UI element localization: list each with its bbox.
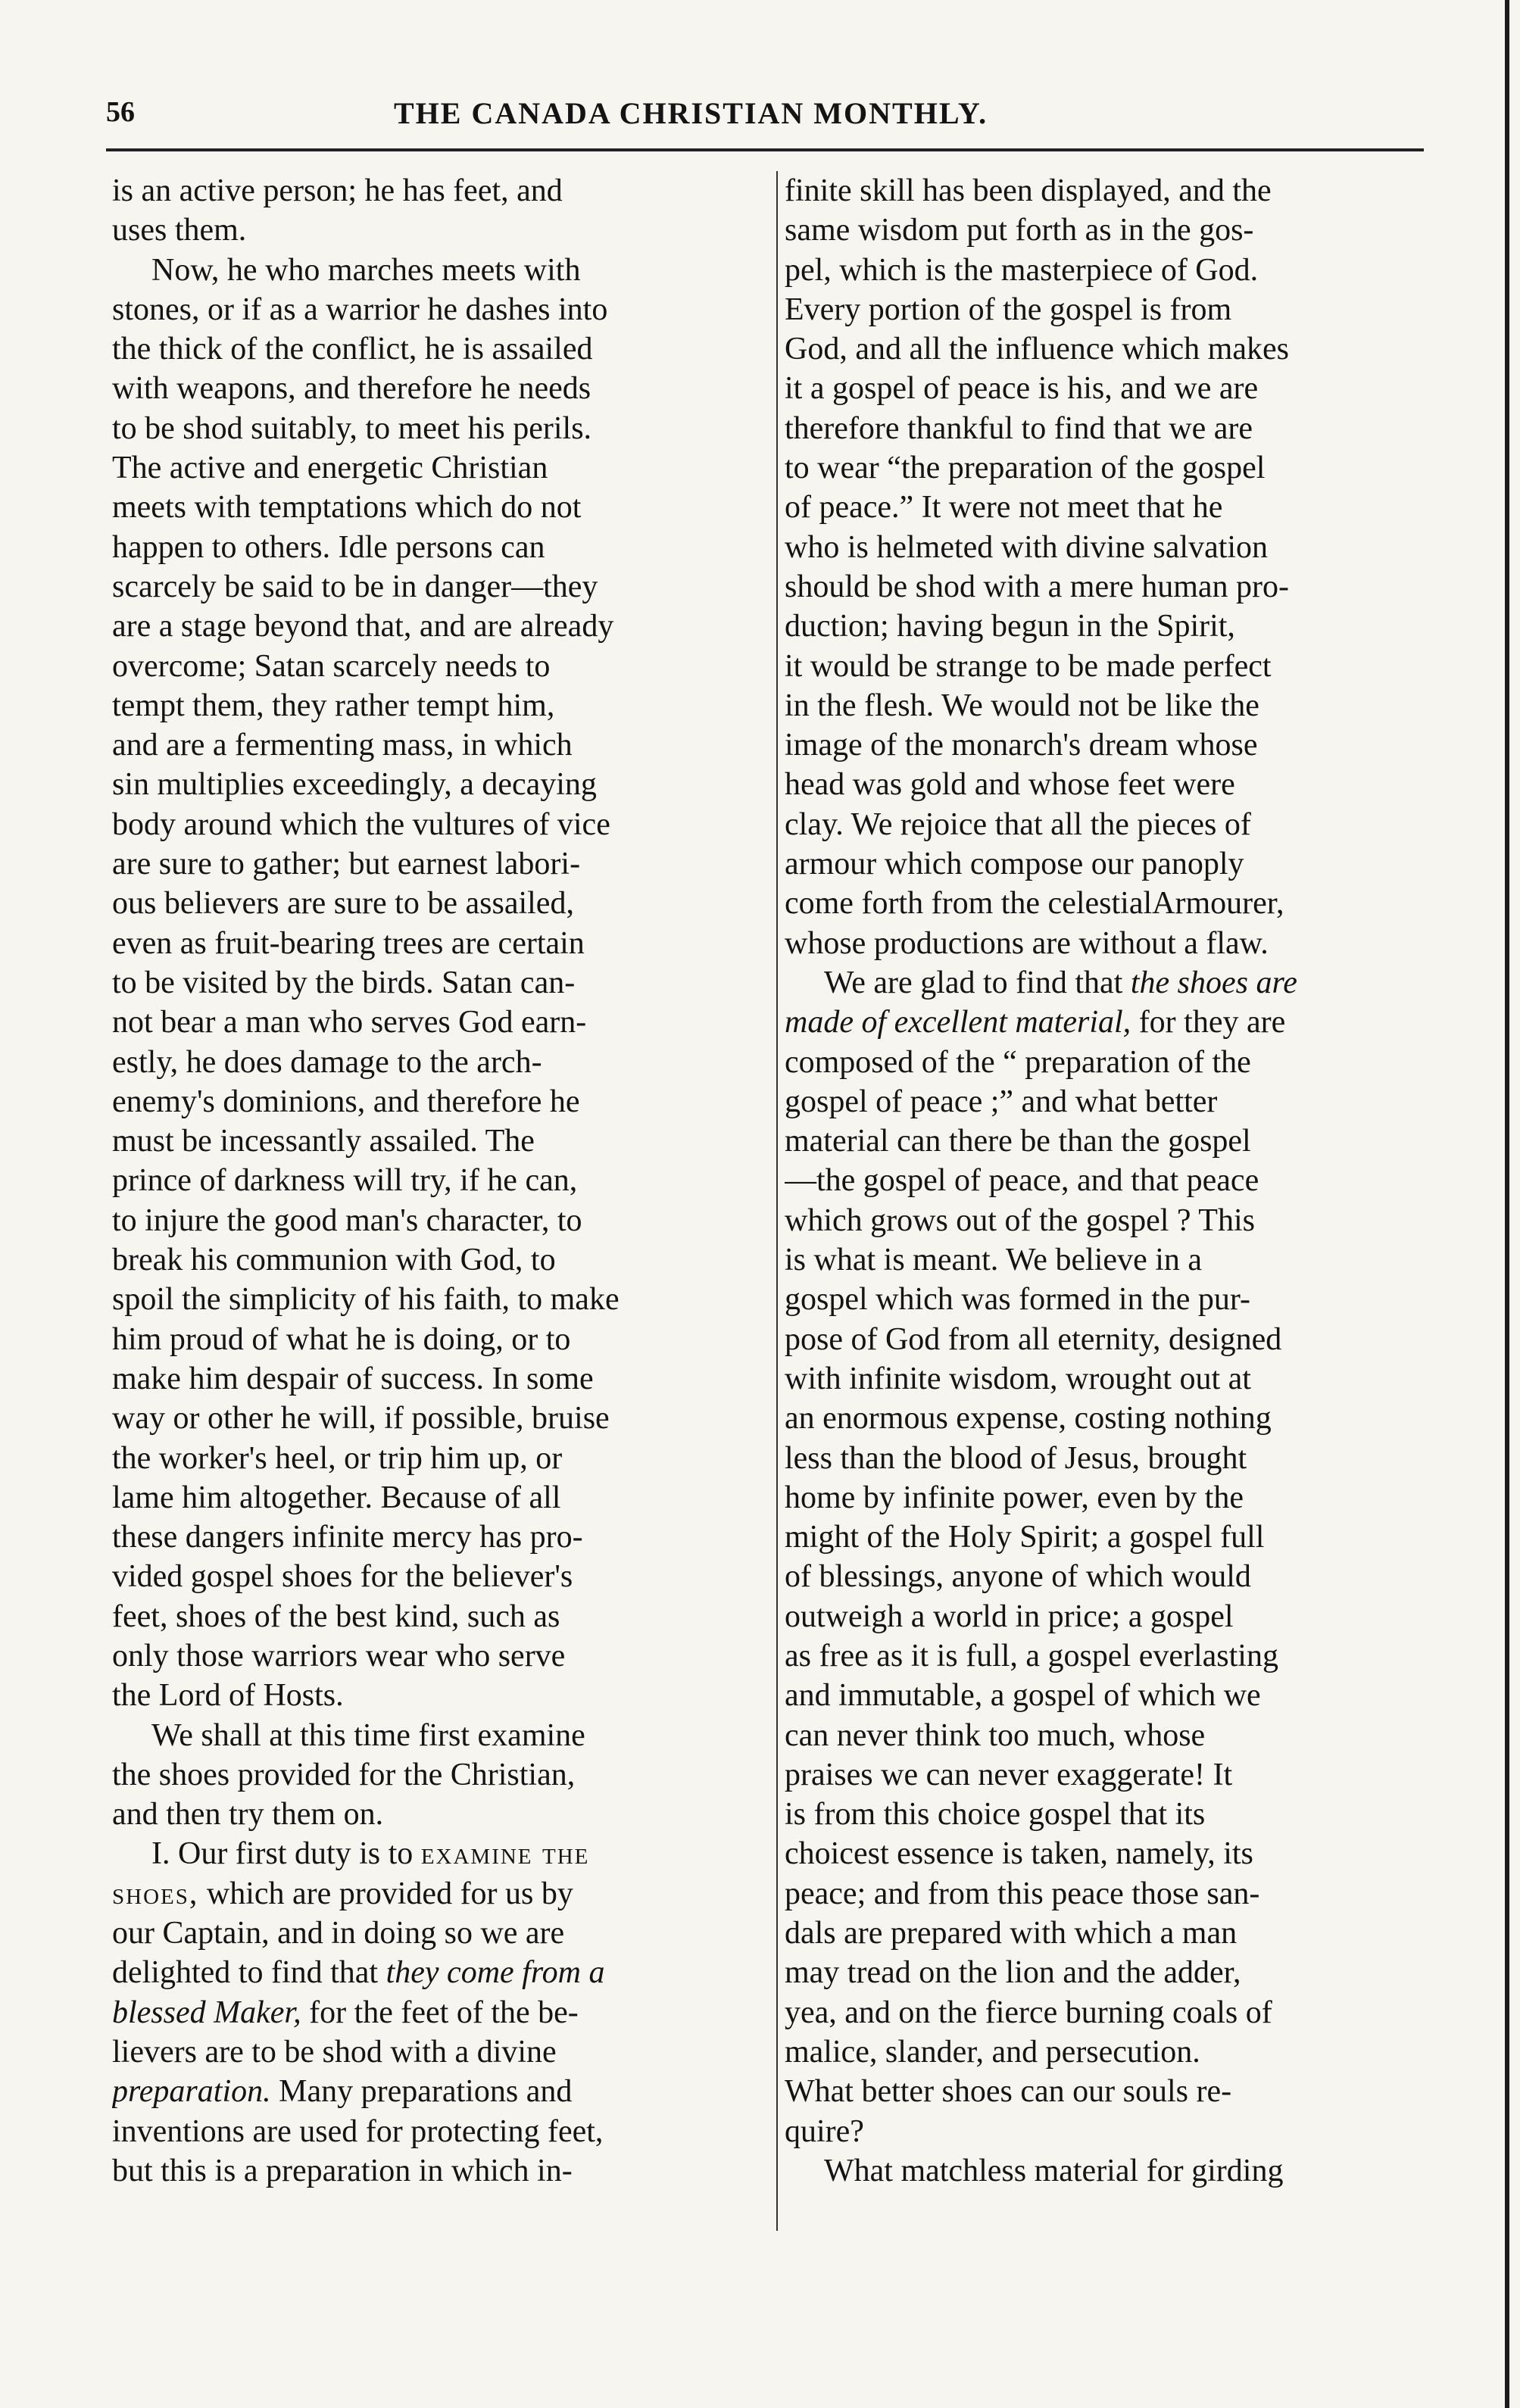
text-line: therefore thankful to find that we are <box>785 410 1253 446</box>
text-line: scarcely be said to be in danger—they <box>112 569 598 604</box>
text-line: the Lord of Hosts. <box>112 1678 344 1714</box>
text-line: not bear a man who serves God earn- <box>112 1005 587 1040</box>
text-line: to be shod suitably, to meet his perils. <box>112 410 592 446</box>
text-fragment: which are provided for us by <box>206 1876 573 1911</box>
text-line: to injure the good man's character, to <box>112 1202 582 1238</box>
text-line: spoil the simplicity of his faith, to make <box>112 1282 620 1318</box>
text-line <box>112 2072 771 2111</box>
text-line: meets with temptations which do not <box>112 490 582 526</box>
text-line <box>112 1874 771 1914</box>
text-line: The active and energetic Christian <box>112 451 548 486</box>
text-line: make him despair of success. In some <box>112 1361 594 1396</box>
right-column <box>785 171 1444 2191</box>
text-line: but this is a preparation in which in- <box>112 2153 573 2188</box>
text-line: feet, shoes of the best kind, such as <box>112 1599 560 1634</box>
text-fragment: delighted to find that <box>112 1955 379 1991</box>
paragraph-start <box>785 963 1444 1003</box>
text-line: choicest essence is taken, namely, its <box>785 1836 1253 1872</box>
text-line: the worker's heel, or trip him up, or <box>112 1440 563 1476</box>
text-line: What better shoes can our souls re- <box>785 2074 1232 2110</box>
text-line: —the gospel of peace, and that peace <box>785 1163 1259 1199</box>
text-line: body around which the vultures of vice <box>112 806 610 842</box>
text-line: and then try them on. <box>112 1797 384 1833</box>
paragraph-start: What matchless material for girding <box>824 2153 1284 2188</box>
text-line: outweigh a world in price; a gospel <box>785 1599 1234 1634</box>
page-header <box>106 95 1424 141</box>
text-line: dals are prepared with which a man <box>785 1916 1238 1951</box>
text-line: an enormous expense, costing nothing <box>785 1401 1272 1436</box>
text-line: Every portion of the gospel is from <box>785 292 1232 327</box>
text-line: inventions are used for protecting feet, <box>112 2113 604 2149</box>
section-heading: examine the <box>420 1836 590 1872</box>
text-line: with weapons, and therefore he needs <box>112 371 591 407</box>
text-line: praises we can never exaggerate! It <box>785 1757 1233 1792</box>
section-heading-cont: shoes, <box>112 1876 199 1911</box>
text-line: to be visited by the birds. Satan can- <box>112 965 576 1000</box>
text-line: God, and all the influence which makes <box>785 332 1289 367</box>
text-line: of blessings, anyone of which would <box>785 1559 1251 1595</box>
text-line: can never think too much, whose <box>785 1717 1206 1753</box>
italic-phrase: preparation. <box>112 2074 271 2110</box>
text-line: pel, which is the masterpiece of God. <box>785 252 1259 288</box>
text-fragment: for they are <box>1138 1005 1286 1040</box>
text-line: may tread on the lion and the adder, <box>785 1955 1241 1991</box>
text-line: the thick of the conflict, he is assailed <box>112 332 593 367</box>
text-line: only those warriors wear who serve <box>112 1638 566 1673</box>
text-line: happen to others. Idle persons can <box>112 529 545 565</box>
text-line: head was gold and whose feet were <box>785 767 1235 803</box>
text-line: composed of the “ preparation of the <box>785 1044 1251 1080</box>
text-line: ous believers are sure to be assailed, <box>112 886 574 922</box>
header-rule <box>106 148 1424 151</box>
text-line: malice, slander, and persecution. <box>785 2034 1200 2070</box>
text-line: armour which compose our panoply <box>785 847 1244 882</box>
journal-title: THE CANADA CHRISTIAN MONTHLY. <box>394 96 988 130</box>
text-line: same wisdom put forth as in the gos- <box>785 213 1254 248</box>
text-line: sin multiplies exceedingly, a decaying <box>112 767 597 803</box>
paragraph-start: Now, he who marches meets with <box>151 252 581 288</box>
text-line: it would be strange to be made perfect <box>785 648 1272 684</box>
text-line: duction; having begun in the Spirit, <box>785 609 1235 644</box>
text-line: as free as it is full, a gospel everlasting <box>785 1638 1278 1673</box>
text-line: lame him altogether. Because of all <box>112 1480 561 1515</box>
text-line <box>112 1953 771 1992</box>
text-line: is what is meant. We believe in a <box>785 1243 1203 1278</box>
text-line: and immutable, a gospel of which we <box>785 1678 1261 1714</box>
text-line: are sure to gather; but earnest labori- <box>112 847 581 882</box>
text-line: him proud of what he is doing, or to <box>112 1321 571 1357</box>
text-line: even as fruit-bearing trees are certain <box>112 925 585 961</box>
text-line: gospel of peace ;” and what better <box>785 1084 1218 1119</box>
text-line: the shoes provided for the Christian, <box>112 1757 576 1792</box>
text-line: peace; and from this peace those san- <box>785 1876 1260 1911</box>
text-line: must be incessantly assailed. The <box>112 1124 535 1159</box>
text-line: which grows out of the gospel ? This <box>785 1202 1255 1238</box>
text-line: is from this choice gospel that its <box>785 1797 1206 1833</box>
text-line: break his communion with God, to <box>112 1243 556 1278</box>
page-edge-border <box>1505 0 1509 2408</box>
italic-phrase: they come from a <box>385 1955 605 1991</box>
text-line: our Captain, and in doing so we are <box>112 1916 565 1951</box>
text-line: it a gospel of peace is his, and we are <box>785 371 1259 407</box>
text-line: tempt them, they rather tempt him, <box>112 688 555 723</box>
text-line: quire? <box>785 2113 864 2149</box>
text-line: enemy's dominions, and therefore he <box>112 1084 580 1119</box>
text-line: these dangers infinite mercy has pro- <box>112 1520 583 1555</box>
paragraph-start: We shall at this time first examine <box>151 1717 585 1753</box>
text-line: estly, he does damage to the arch- <box>112 1044 542 1080</box>
text-line: who is helmeted with divine salvation <box>785 529 1269 565</box>
column-divider <box>776 171 778 2231</box>
text-line: lievers are to be shod with a divine <box>112 2034 557 2070</box>
text-line: vided gospel shoes for the believer's <box>112 1559 573 1595</box>
text-line: finite skill has been displayed, and the <box>785 173 1272 208</box>
text-line: whose productions are without a flaw. <box>785 925 1269 961</box>
text-line: yea, and on the fierce burning coals of <box>785 1995 1272 2030</box>
text-line: prince of darkness will try, if he can, <box>112 1163 578 1199</box>
text-line: to wear “the preparation of the gospel <box>785 451 1266 486</box>
text-line: are a stage beyond that, and are already <box>112 609 614 644</box>
text-line: pose of God from all eternity, designed <box>785 1321 1282 1357</box>
text-fragment: Many preparations and <box>279 2074 573 2110</box>
text-line: might of the Holy Spirit; a gospel full <box>785 1520 1265 1555</box>
text-line: image of the monarch's dream whose <box>785 728 1258 763</box>
text-line <box>112 1993 771 2032</box>
text-line: in the flesh. We would not be like the <box>785 688 1259 723</box>
text-line: come forth from the celestialArmourer, <box>785 886 1284 922</box>
text-line: is an active person; he has feet, and <box>112 173 563 208</box>
text-line <box>785 1003 1444 1042</box>
text-line: way or other he will, if possible, bruise <box>112 1401 610 1436</box>
text-line: material can there be than the gospel <box>785 1124 1251 1159</box>
text-fragment: for the feet of the be- <box>309 1995 579 2030</box>
left-column <box>112 171 771 2191</box>
text-line: home by infinite power, even by the <box>785 1480 1244 1515</box>
italic-phrase: blessed Maker, <box>112 1995 301 2030</box>
text-line: uses them. <box>112 213 247 248</box>
text-line: clay. We rejoice that all the pieces of <box>785 806 1251 842</box>
text-line: should be shod with a mere human pro- <box>785 569 1290 604</box>
text-fragment: We are glad to find that <box>824 965 1123 1000</box>
text-line: stones, or if as a warrior he dashes into <box>112 292 608 327</box>
section-heading-line <box>112 1834 771 1873</box>
text-line: gospel which was formed in the pur- <box>785 1282 1251 1318</box>
text-line: and are a fermenting mass, in which <box>112 728 573 763</box>
italic-phrase: the shoes are <box>1130 965 1297 1000</box>
text-line: less than the blood of Jesus, brought <box>785 1440 1247 1476</box>
page-number: 56 <box>106 96 135 128</box>
section-intro: I. Our first duty is to <box>151 1836 414 1872</box>
text-line: with infinite wisdom, wrought out at <box>785 1361 1251 1396</box>
italic-phrase: made of excellent material, <box>785 1005 1131 1040</box>
text-line: overcome; Satan scarcely needs to <box>112 648 551 684</box>
text-line: of peace.” It were not meet that he <box>785 490 1223 526</box>
